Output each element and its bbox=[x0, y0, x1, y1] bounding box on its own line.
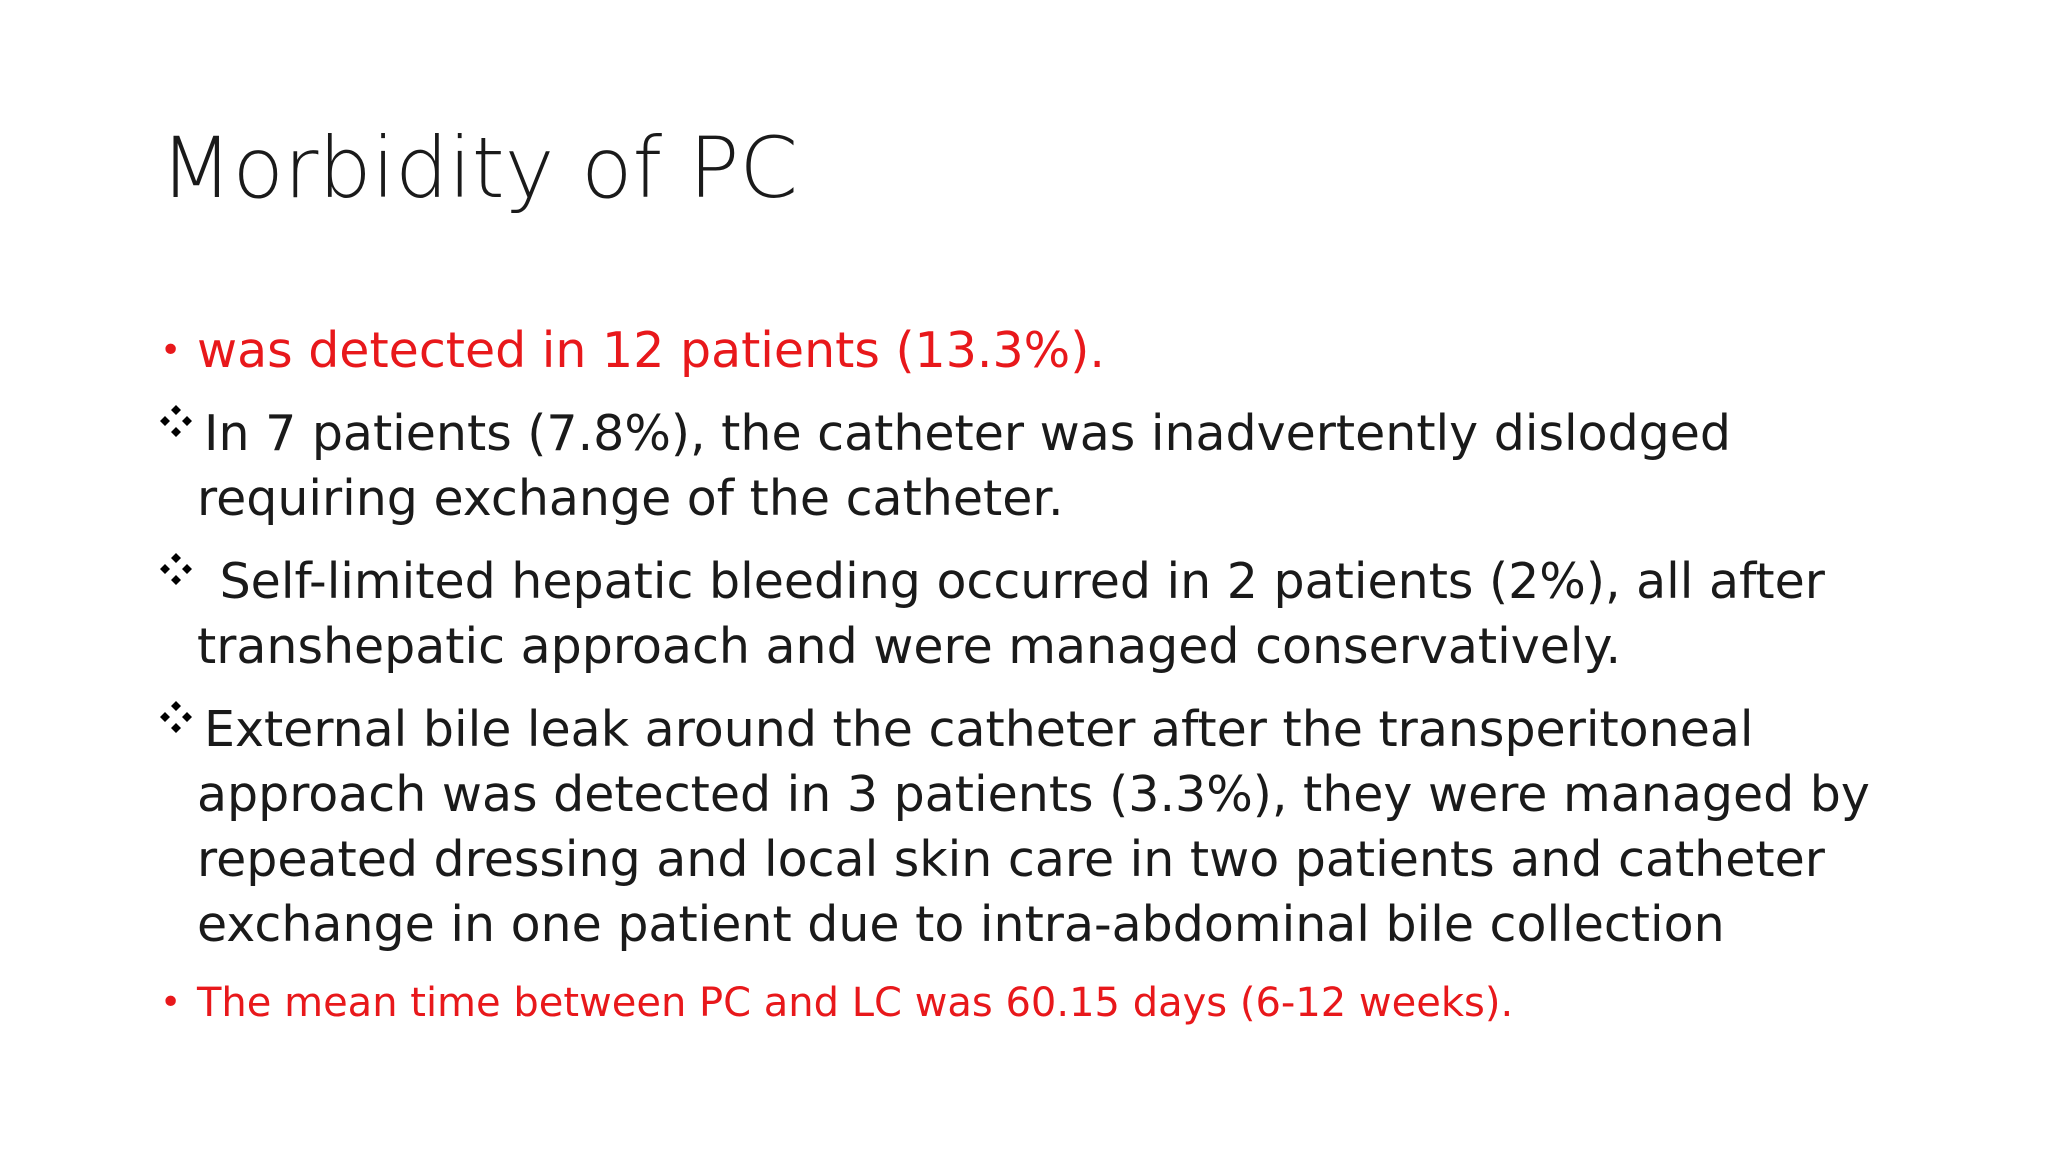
bullet-line: was detected in 12 patients (13.3%). bbox=[197, 322, 1105, 379]
diamond-bullet-icon bbox=[158, 403, 194, 439]
bullet-item-hepatic-bleeding bbox=[160, 549, 1920, 679]
bullet-item-bile-leak bbox=[160, 697, 1920, 957]
slide-title: Morbidity of PC bbox=[160, 119, 799, 217]
bullet-dot-icon: • bbox=[160, 982, 182, 1023]
bullet-line: requiring exchange of the catheter. bbox=[197, 470, 1064, 527]
bullet-line: repeated dressing and local skin care in two patients and catheter bbox=[197, 831, 1825, 888]
bullet-line: The mean time between PC and LC was 60.15 days (6-12 weeks). bbox=[197, 980, 1514, 1026]
bullet-line: exchange in one patient due to intra-abdominal bile collection bbox=[197, 896, 1725, 953]
bullet-line: transhepatic approach and were managed conservatively. bbox=[197, 618, 1622, 675]
bullet-list bbox=[160, 318, 1920, 1049]
diamond-bullet-icon bbox=[158, 551, 194, 587]
bullet-dot-icon: • bbox=[160, 330, 182, 371]
bullet-item-catheter-dislodged bbox=[160, 401, 1920, 531]
diamond-bullet-icon bbox=[158, 699, 194, 735]
bullet-item-mean-time bbox=[160, 975, 1920, 1031]
bullet-item-morbidity-rate bbox=[160, 318, 1920, 383]
bullet-line: In 7 patients (7.8%), the catheter was inadvertently dislodged bbox=[204, 405, 1732, 462]
bullet-line: External bile leak around the catheter after the transperitoneal bbox=[204, 701, 1754, 758]
bullet-line: Self-limited hepatic bleeding occurred in 2 patients (2%), all after bbox=[204, 553, 1825, 610]
bullet-line: approach was detected in 3 patients (3.3%), they were managed by bbox=[197, 766, 1870, 823]
